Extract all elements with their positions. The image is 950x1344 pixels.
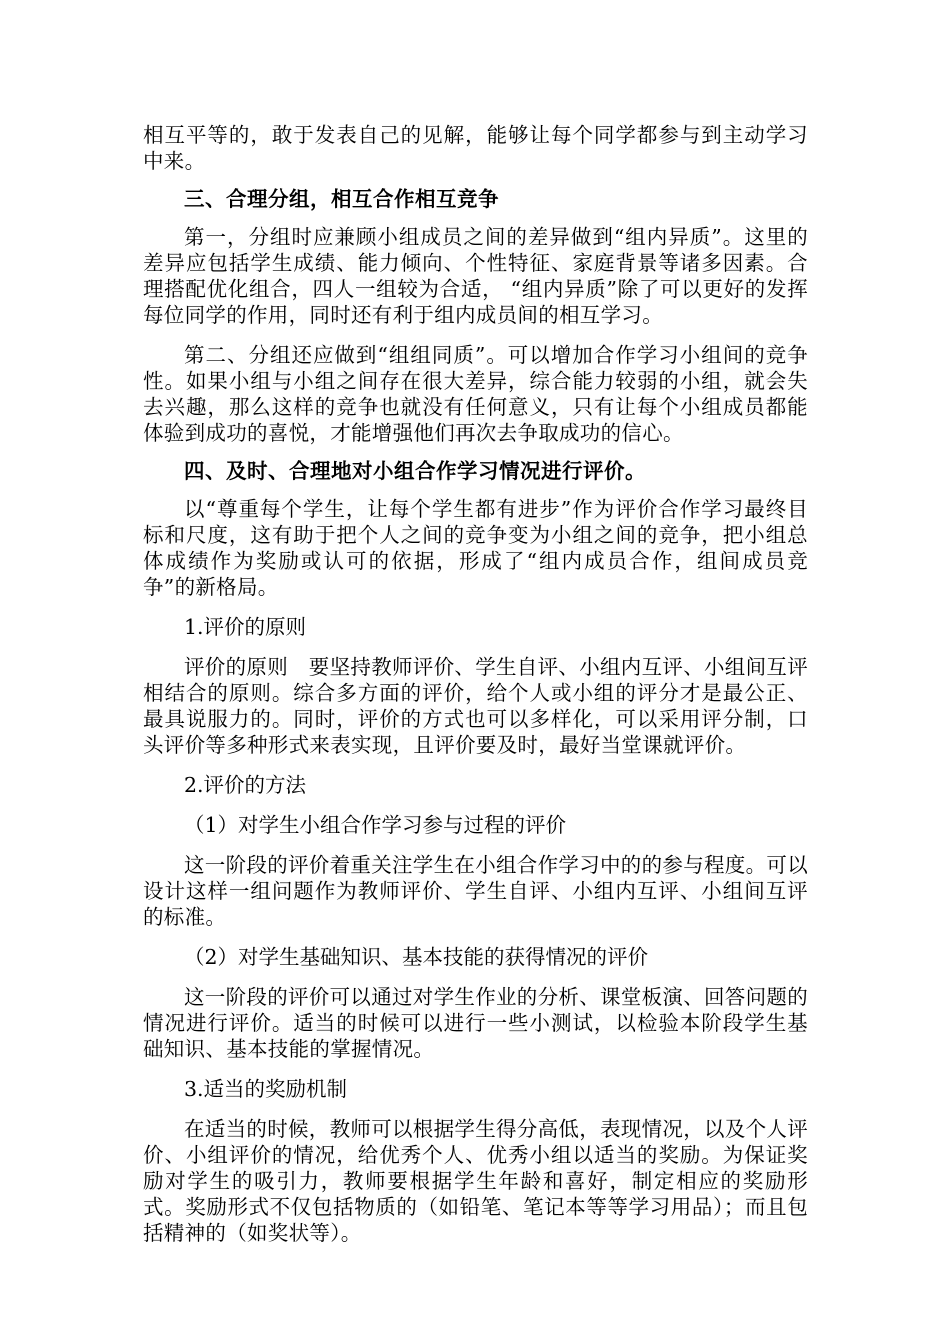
paragraph-method-1: 这一阶段的评价着重关注学生在小组合作学习中的的参与程度。可以设计这样一组问题作为教师评价、学生自评、小组内互评、小组间互评的标准。: [143, 853, 808, 929]
paragraph-evaluation-intro: 以“尊重每个学生，让每个学生都有进步”作为评价合作学习最终目标和尺度，这有助于把个人之间的竞争变为小组之间的竞争，把小组总体成绩作为奖励或认可的依据，形成了“组内成员合作，组间成员竞争”的新格局。: [143, 497, 808, 599]
paragraph-grouping-first: 第一，分组时应兼顾小组成员之间的差异做到“组内异质”。这里的差异应包括学生成绩、能力倾向、个性特征、家庭背景等诸多因素。合理搭配优化组合，四人一组较为合适， “组内异质”除了可以更好的发挥每位同学的作用，同时还有利于组内成员间的相互学习。: [143, 225, 808, 327]
subheading-evaluation-principle: 1.评价的原则: [184, 615, 307, 639]
subheading-method-2: （2）对学生基础知识、基本技能的获得情况的评价: [184, 945, 649, 969]
document-page: [143, 122, 808, 1246]
paragraph-intro-continuation: 相互平等的，敢于发表自己的见解，能够让每个同学都参与到主动学习中来。: [143, 123, 808, 173]
section-heading-4: 四、及时、合理地对小组合作学习情况进行评价。: [184, 459, 646, 483]
subheading-reward-mechanism: 3.适当的奖励机制: [184, 1077, 348, 1101]
paragraph-reward-mechanism: 在适当的时候，教师可以根据学生得分高低，表现情况，以及个人评价、小组评价的情况，给优秀个人、优秀小组以适当的奖励。为保证奖励对学生的吸引力，教师要根据学生年龄和喜好，制定相应的奖励形式。奖励形式不仅包括物质的（如铅笔、笔记本等等学习用品）；而且包括精神的（如奖状等）。: [143, 1117, 808, 1245]
paragraph-grouping-second: 第二、分组还应做到“组组同质”。可以增加合作学习小组间的竞争性。如果小组与小组之间存在很大差异，综合能力较弱的小组，就会失去兴趣，那么这样的竞争也就没有任何意义，只有让每个小组成员都能体验到成功的喜悦，才能增强他们再次去争取成功的信心。: [143, 343, 808, 445]
subheading-method-1: （1）对学生小组合作学习参与过程的评价: [184, 813, 567, 837]
subheading-evaluation-method: 2.评价的方法: [184, 773, 307, 797]
paragraph-method-2: 这一阶段的评价可以通过对学生作业的分析、课堂板演、回答问题的情况进行评价。适当的时候可以进行一些小测试，以检验本阶段学生基础知识、基本技能的掌握情况。: [143, 985, 808, 1061]
section-heading-3: 三、合理分组，相互合作相互竞争: [184, 187, 499, 211]
paragraph-evaluation-principle: 评价的原则 要坚持教师评价、学生自评、小组内互评、小组间互评相结合的原则。综合多方面的评价，给个人或小组的评分才是最公正、最具说服力的。同时，评价的方式也可以多样化，可以采用评分制，口头评价等多种形式来表实现，且评价要及时，最好当堂课就评价。: [143, 655, 808, 757]
